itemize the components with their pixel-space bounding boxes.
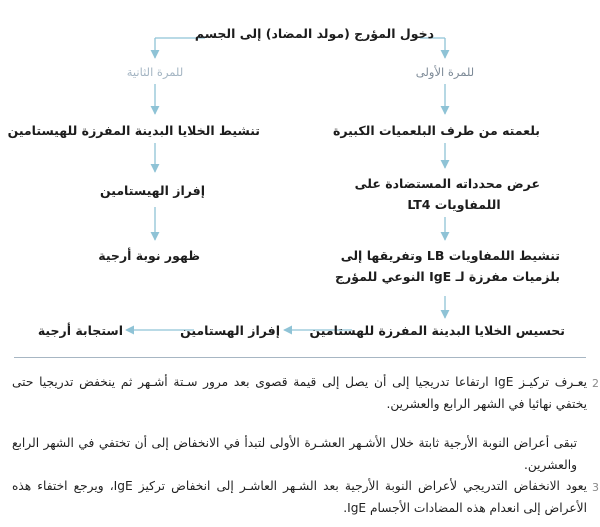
node-allergic-response: استجابة أرجية [37, 323, 123, 338]
node-lb-activation [335, 245, 560, 287]
node-lb-activation-line1: تنشيط اللمفاويات LB وتفريقها إلى [340, 248, 560, 263]
paragraph-symptoms: تبقى أعراض النوبة الأرجية ثابتة خلال الأشـهر العشـرة الأولى لتبدأ في الانخفاض إلى أن تختفي في الشهر الرابع والعشرين. [12, 436, 577, 472]
paragraph-decline-explanation: يعود الانخفاض التدريجي لأعراض النوبة الأرجية بعد الشـهر العاشـر إلى انخفاض تركيز IgE، ويرجع اختفاء هذه الأعراض إلى انعدام هذه المضادات الأجسام IgE. [12, 479, 588, 515]
node-antigen-presentation-line2: اللمفاويات LT4 [407, 197, 501, 212]
node-antigen-presentation [354, 173, 540, 215]
node-phagocytosis: بلعمته من طرف البلعميات الكبيرة [333, 123, 540, 138]
divider [14, 357, 586, 358]
paragraph-ige-concentration: يعـرف تركيـز IgE ارتفاعا تدريجيا إلى أن يصل إلى قيمة قصوى بعد مرور سـتة أشـهر ثم ينخفض تدريجيا حتى يختفي نهائيا في الشهر الرابع والعشرين. [12, 375, 587, 411]
branch-label-first: للمرة الأولى [415, 65, 475, 79]
item-number-3: 3 [592, 481, 599, 494]
node-lb-activation-line2: بلزميات مفرزة لـ IgE النوعي للمؤرج [335, 269, 560, 284]
node-mast-cell-sensitization: تحسيس الخلايا البدينة المفرزة للهستامين [309, 323, 565, 338]
node-histamine-secretion-left: إفراز الهيستامين [99, 183, 205, 198]
node-allergic-attack: ظهور نوبة أرجية [98, 248, 200, 263]
node-allergen-entry: دخول المؤرج (مولد المضاد) إلى الجسم [194, 26, 434, 41]
branch-label-second: للمرة الثانية [126, 65, 184, 79]
node-antigen-presentation-line1: عرض محدداته المستضادة على [354, 176, 540, 191]
item-number-2: 2 [592, 377, 599, 390]
node-histamine-secretion-bottom: إفراز الهستامين [180, 323, 280, 338]
node-mast-cell-activation: تنشيط الخلايا البدينة المفرزة للهيستامين [7, 123, 260, 138]
